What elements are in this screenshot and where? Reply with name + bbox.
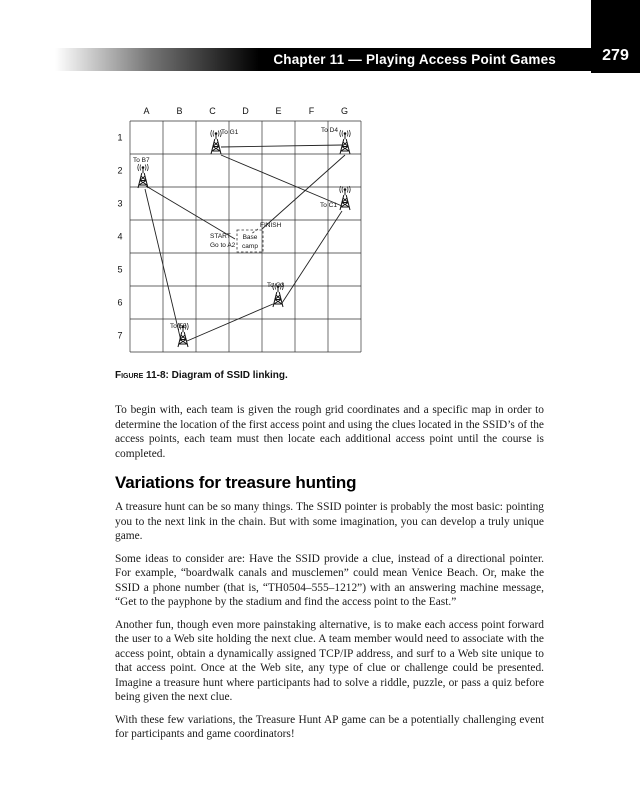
base-camp-label-2: camp <box>242 243 258 250</box>
grid-column-label: A <box>143 106 150 116</box>
ssid-link-line <box>262 155 345 229</box>
base-camp-label-1: Base <box>242 234 258 241</box>
grid-row-label: 6 <box>117 297 123 308</box>
paragraph-intro: To begin with, each team is given the rough grid coordinates and a specific map in order to determine the location of the first access point and using the clues located in the SSID’s of the access points, each team must then locate each additional access point until the course is completed. <box>115 404 544 460</box>
tower-b7-label: To E5 <box>170 323 187 330</box>
grid-row-label: 7 <box>117 330 123 341</box>
ssid-link-line <box>146 186 235 239</box>
grid-row-label: 3 <box>117 198 123 209</box>
tower-a2 <box>138 164 148 188</box>
start-label-1: START <box>210 233 231 240</box>
paragraph-treasure-1: A treasure hunt can be so many things. The SSID pointer is probably the most basic: pointing you to the next link in the chain. But with some imagination, you can develop a truly unique game. <box>115 501 544 542</box>
figure-11-8 <box>100 103 380 361</box>
ssid-link-line <box>187 304 273 341</box>
grid-column-label: C <box>209 106 216 116</box>
ssid-link-line <box>282 211 342 303</box>
grid-column-label: B <box>176 106 183 116</box>
chapter-header-bar <box>55 48 591 71</box>
ssid-link-line <box>221 155 342 206</box>
tower-a2-label: To B7 <box>133 157 150 164</box>
tower-c1-label: To G1 <box>221 129 239 136</box>
tower-e6-label: To G3 <box>267 282 285 289</box>
grid-row-label: 4 <box>117 231 123 242</box>
start-label-2: Go to A2 <box>210 242 236 249</box>
figure-caption <box>115 370 545 381</box>
page-number-box <box>591 0 640 73</box>
grid-row-label: 5 <box>117 264 123 275</box>
grid-row-label: 1 <box>117 132 123 143</box>
tower-g3-label: To C1 <box>320 202 337 209</box>
page-number: 279 <box>602 47 629 64</box>
tower-g1 <box>340 130 350 154</box>
tower-g1-label: To D4 <box>321 127 338 134</box>
paragraph-closing: With these few variations, the Treasure Hunt AP game can be a potentially challenging event for participants and game coordinators! <box>115 713 544 740</box>
figure-caption-label: Figure 11-8: <box>115 370 169 381</box>
ssid-link-line <box>221 145 342 147</box>
chapter-title: Chapter 11 — Playing Access Point Games <box>273 52 556 67</box>
tower-c1 <box>211 130 221 154</box>
grid-column-label: E <box>275 106 282 116</box>
grid-row-label: 2 <box>117 165 123 176</box>
paragraph-treasure-3: Another fun, though even more painstaking alternative, is to make each access point forward the user to a Web site holding the next clue. A team member would need to associate with the access point, obtain a dynamically assigned TCP/IP address, and surf to a Web site unique to that access point. Once at the Web site, any type of clue or challenge could be presented. Imagine a treasure hunt where participants had to solve a riddle, puzzle, or pass a quiz before being given the next clue. <box>115 618 544 703</box>
grid-column-label: D <box>242 106 249 116</box>
paragraph-treasure-2: Some ideas to consider are: Have the SSID provide a clue, instead of a directional pointer. For example, “boardwalk canals and musclemen” could mean Venice Beach. Or, make the SSID a phone number (that is, “TH0504–555–1212”) with an answering machine message, “Get to the payphone by the stadium and find the access point to the East.” <box>115 552 544 608</box>
section-heading: Variations for treasure hunting <box>115 473 357 492</box>
tower-g3 <box>340 186 350 210</box>
grid-column-label: F <box>308 106 315 116</box>
figure-caption-text: Diagram of SSID linking. <box>171 370 288 381</box>
grid-column-label: G <box>340 106 349 116</box>
finish-label: FINISH <box>260 222 282 229</box>
body-text-column <box>115 403 544 750</box>
ssid-linking-diagram <box>100 103 380 361</box>
